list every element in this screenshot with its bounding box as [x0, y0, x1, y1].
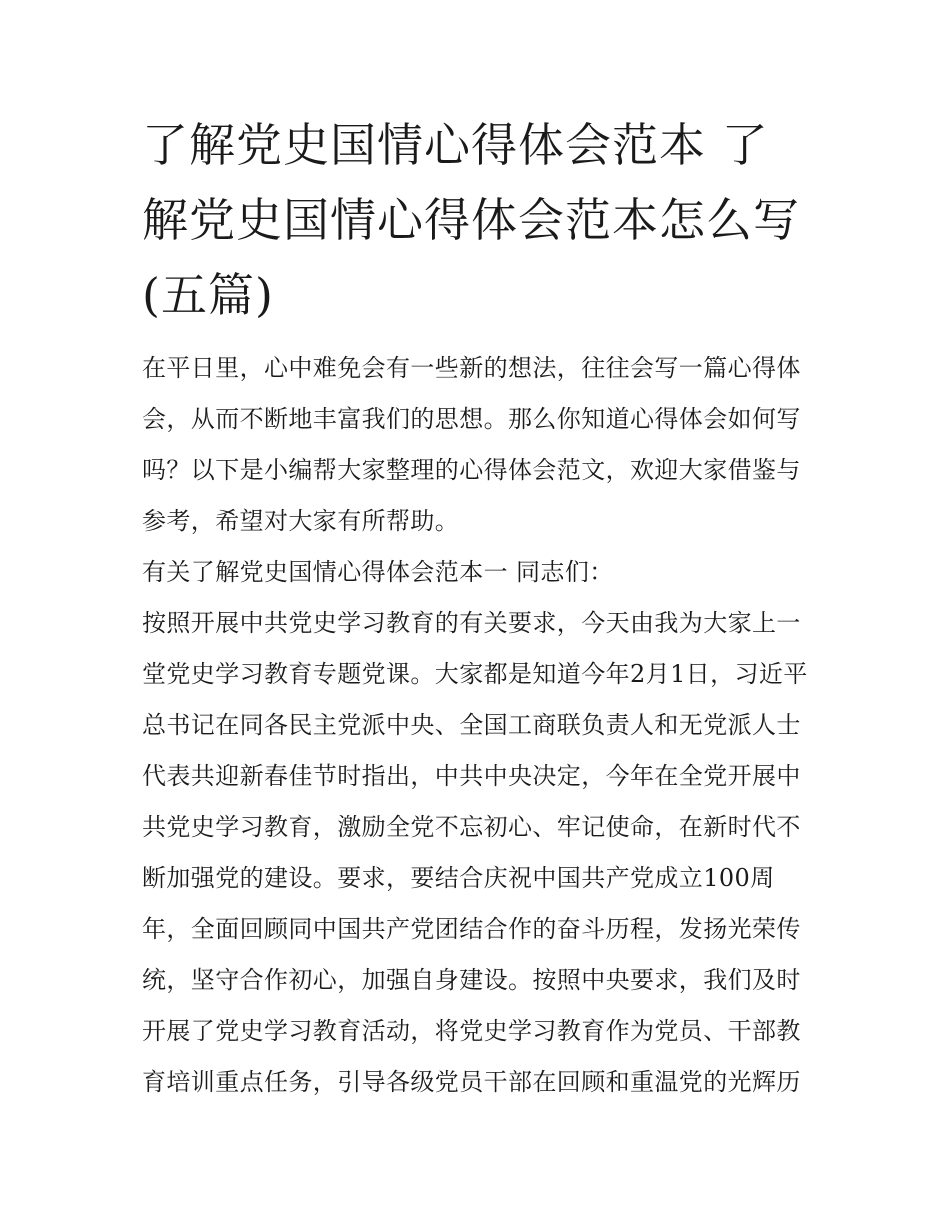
section-heading-paragraph: 有关了解党史国情心得体会范本一 同志们：: [142, 558, 614, 586]
intro-paragraph: 在平日里，心中难免会有一些新的想法，往往会写一篇心得体会，从而不断地丰富我们的思想。那么你知道心得体会如何写吗？以下是小编帮大家整理的心得体会范文，欢迎大家借鉴与参考，希望对大家有所帮助。: [142, 354, 801, 535]
document-title: 了解党史国情心得体会范本 了解党史国情心得体会范本怎么写(五篇): [142, 118, 800, 322]
document-page: [142, 108, 814, 1108]
body-paragraph: 按照开展中共党史学习教育的有关要求，今天由我为大家上一堂党史学习教育专题党课。大家都是知道今年2月1日，习近平总书记在同各民主党派中央、全国工商联负责人和无党派人士代表共迎新春佳节时指出，中共中央决定，今年在全党开展中共党史学习教育，激励全党不忘初心、牢记使命，在新时代不断加强党的建设。要求，要结合庆祝中国共产党成立100周年，全面回顾同中国共产党团结合作的奋斗历程，发扬光荣传统，坚守合作初心，加强自身建设。按照中央要求，我们及时开展了党史学习教育活动，将党史学习教育作为党员、干部教育培训重点任务，引导各级党员干部在回顾和重温党的光辉历: [142, 609, 808, 1096]
